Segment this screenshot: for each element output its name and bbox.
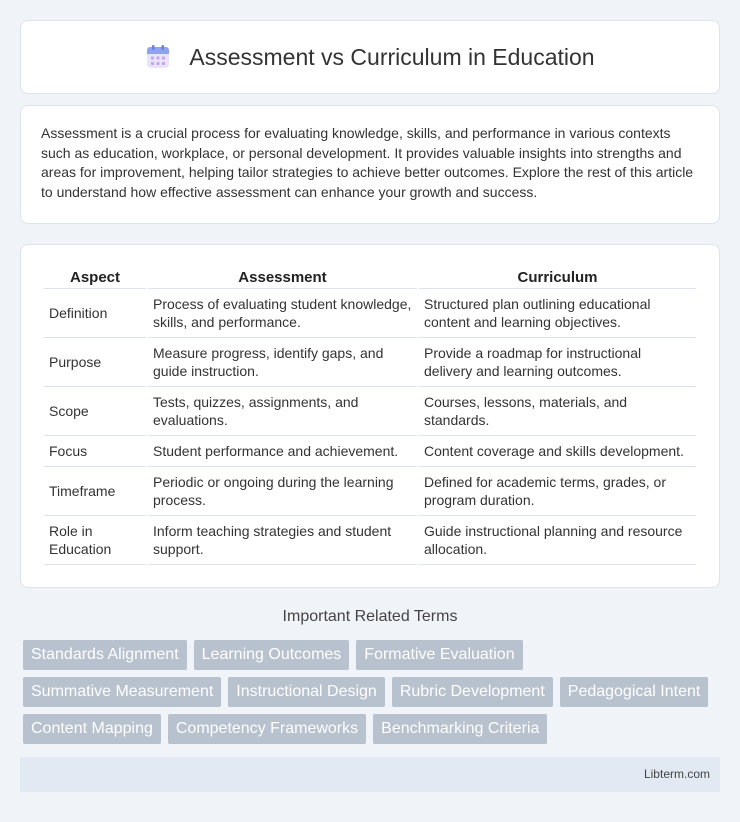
related-term-tag[interactable]: Learning Outcomes	[194, 640, 350, 670]
related-terms-list	[23, 640, 723, 744]
assessment-cell: Inform teaching strategies and student support.	[148, 516, 417, 565]
table-header-row	[44, 265, 696, 289]
related-term-tag[interactable]: Formative Evaluation	[356, 640, 522, 670]
column-header-aspect: Aspect	[44, 265, 146, 289]
curriculum-cell: Content coverage and skills development.	[419, 436, 696, 467]
related-term-tag[interactable]: Instructional Design	[228, 677, 385, 707]
curriculum-cell: Courses, lessons, materials, and standards.	[419, 387, 696, 436]
aspect-cell: Scope	[44, 387, 146, 436]
related-term-tag[interactable]: Rubric Development	[392, 677, 553, 707]
related-term-tag[interactable]: Benchmarking Criteria	[373, 714, 547, 744]
curriculum-cell: Guide instructional planning and resource allocation.	[419, 516, 696, 565]
table-row	[44, 436, 696, 467]
footer-site-link[interactable]: Libterm.com	[643, 767, 710, 781]
curriculum-cell: Structured plan outlining educational content and learning objectives.	[419, 289, 696, 338]
page-header	[20, 20, 720, 94]
curriculum-cell: Provide a roadmap for instructional delivery and learning outcomes.	[419, 338, 696, 387]
related-term-tag[interactable]: Pedagogical Intent	[560, 677, 709, 707]
page-title: Assessment vs Curriculum in Education	[189, 43, 595, 70]
aspect-cell: Role in Education	[44, 516, 146, 565]
aspect-cell: Timeframe	[44, 467, 146, 516]
table-row	[44, 387, 696, 436]
comparison-table-card	[20, 244, 720, 588]
table-row	[44, 338, 696, 387]
table-row	[44, 289, 696, 338]
footer	[20, 757, 720, 792]
aspect-cell: Focus	[44, 436, 146, 467]
calendar-icon	[145, 44, 171, 70]
related-term-tag[interactable]: Content Mapping	[23, 714, 161, 744]
curriculum-cell: Defined for academic terms, grades, or program duration.	[419, 467, 696, 516]
intro-card	[20, 105, 720, 224]
assessment-cell: Student performance and achievement.	[148, 436, 417, 467]
column-header-assessment: Assessment	[148, 265, 417, 289]
related-term-tag[interactable]: Summative Measurement	[23, 677, 221, 707]
column-header-curriculum: Curriculum	[419, 265, 696, 289]
assessment-cell: Process of evaluating student knowledge, skills, and performance.	[148, 289, 417, 338]
aspect-cell: Definition	[44, 289, 146, 338]
related-term-tag[interactable]: Standards Alignment	[23, 640, 187, 670]
assessment-cell: Periodic or ongoing during the learning process.	[148, 467, 417, 516]
related-terms-title: Important Related Terms	[282, 608, 458, 625]
aspect-cell: Purpose	[44, 338, 146, 387]
comparison-table	[42, 265, 698, 565]
related-term-tag[interactable]: Competency Frameworks	[168, 714, 366, 744]
table-row	[44, 467, 696, 516]
assessment-cell: Measure progress, identify gaps, and guide instruction.	[148, 338, 417, 387]
assessment-cell: Tests, quizzes, assignments, and evaluations.	[148, 387, 417, 436]
table-row	[44, 516, 696, 565]
intro-text: Assessment is a crucial process for evaluating knowledge, skills, and performance in various contexts such as education, workplace, or personal development. It provides valuable insights into strengths and areas for improvement, helping tailor strategies to achieve better outcomes. Explore the rest of this article to understand how effective assessment can enhance your growth and success.	[41, 125, 694, 200]
